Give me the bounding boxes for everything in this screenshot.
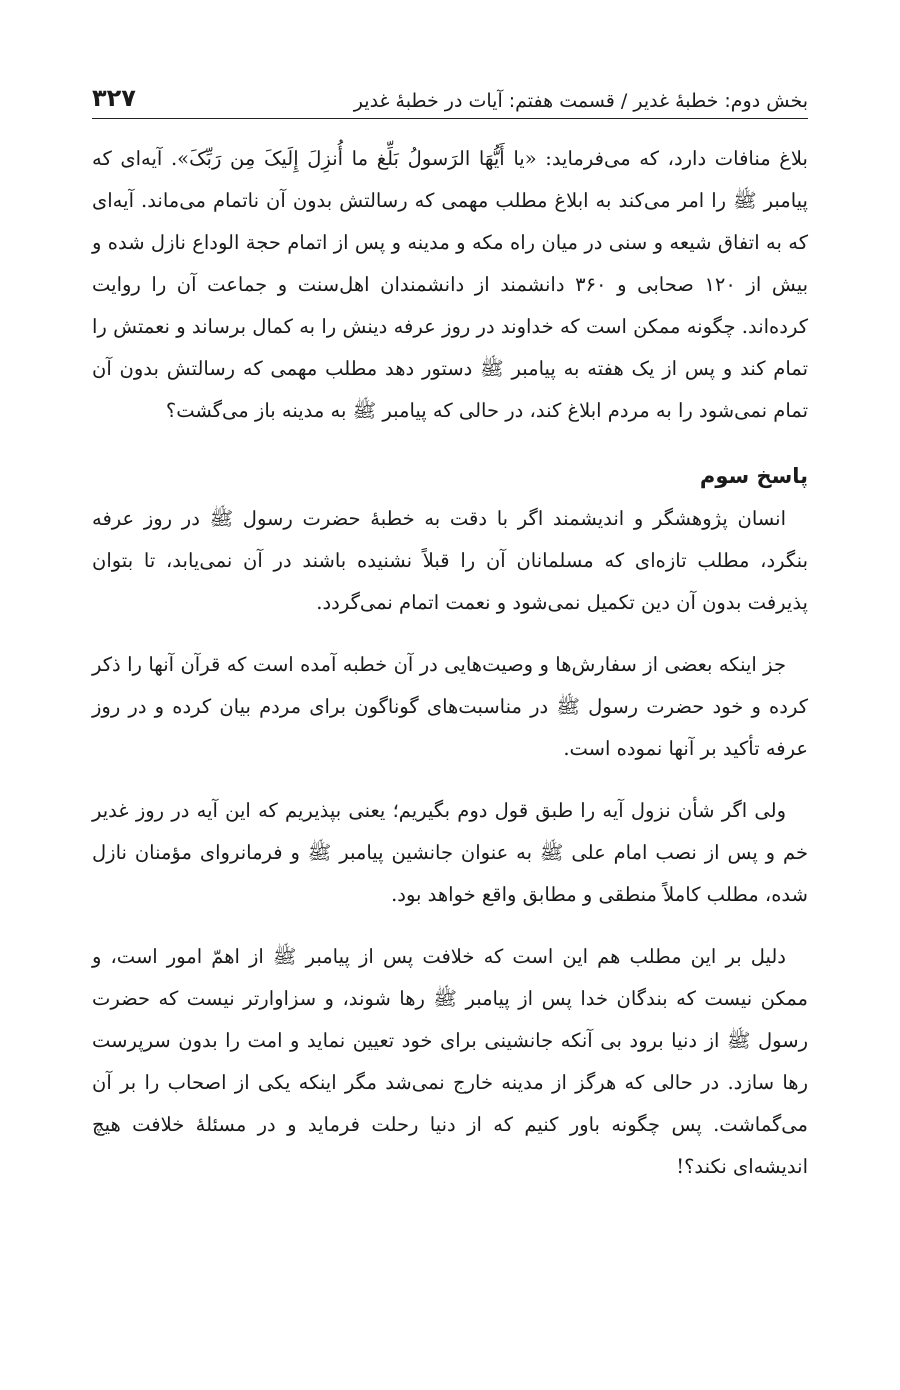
running-header-title: بخش دوم: خطبهٔ غدیر / قسمت هفتم: آیات در خطبهٔ غدیر <box>353 90 808 112</box>
page-body <box>92 138 808 1188</box>
paragraph: دلیل بر این مطلب هم این است که خلافت پس از پیامبر ﷺ از اهمّ امور است، و ممکن نیست که بندگان خدا پس از پیامبر ﷺ رها شوند، و سزاوارتر نیست که حضرت رسول ﷺ از دنیا برود بی آنکه جانشینی برای خود تعیین نماید و امت را بدون سرپرست رها سازد. در حالی که هرگز از مدینه خارج نمی‌شد مگر اینکه یکی از اصحاب را بر آن می‌گماشت. پس چگونه باور کنیم که از دنیا رحلت فرماید و در مسئلهٔ خلافت هیچ اندیشه‌ای نکند؟! <box>92 945 808 1178</box>
page-number: ۳۲۷ <box>92 84 136 112</box>
paragraph: انسان پژوهشگر و اندیشمند اگر با دقت به خطبهٔ حضرت رسول ﷺ در روز عرفه بنگرد، مطلب تازه‌ای که مسلمانان آن را قبلاً نشنیده باشند در آن نمی‌یابد، تا بتوان پذیرفت بدون آن دین تکمیل نمی‌شود و نعمت اتمام نمی‌گردد. <box>92 507 808 614</box>
paragraph: جز اینکه بعضی از سفارش‌ها و وصیت‌هایی در آن خطبه آمده است که قرآن آنها را ذکر کرده و خود حضرت رسول ﷺ در مناسبت‌های گوناگون برای مردم بیان کرده و در روز عرفه تأکید بر آنها نموده است. <box>92 653 808 760</box>
running-header <box>92 70 808 119</box>
paragraph: ولی اگر شأن نزول آیه را طبق قول دوم بگیریم؛ یعنی بپذیریم که این آیه در روز غدیر خم و پس از نصب امام علی ﷺ به عنوان جانشین پیامبر ﷺ و فرمانروای مؤمنان نازل شده، مطلب کاملاً منطقی و مطابق واقع خواهد بود. <box>92 799 808 906</box>
paragraph-continued: بلاغ منافات دارد، که می‌فرماید: «یا أَیُّهَا الرَسولُ بَلِّغ ما أُنزِلَ إِلَیکَ مِن رَبِّکَ». آیه‌ای که پیامبر ﷺ را امر می‌کند به ابلاغ مطلب مهمی که رسالتش بدون آن ناتمام می‌ماند. آیه‌ای که به اتفاق شیعه و سنی در میان راه مکه و مدینه و پس از اتمام حجة الوداع نازل شده و بیش از ۱۲۰ صحابی و ۳۶۰ دانشمند از دانشمندان اهل‌سنت و جماعت آن را روایت کرده‌اند. چگونه ممکن است که خداوند در روز عرفه دینش را به کمال برساند و نعمتش را تمام کند و پس از یک هفته به پیامبر ﷺ دستور دهد مطلب مهمی که رسالتش بدون آن تمام نمی‌شود را به مردم ابلاغ کند، در حالی که پیامبر ﷺ به مدینه باز می‌گشت؟ <box>92 147 809 422</box>
section-heading: پاسخ سوم <box>699 464 808 488</box>
book-page <box>92 0 808 1390</box>
